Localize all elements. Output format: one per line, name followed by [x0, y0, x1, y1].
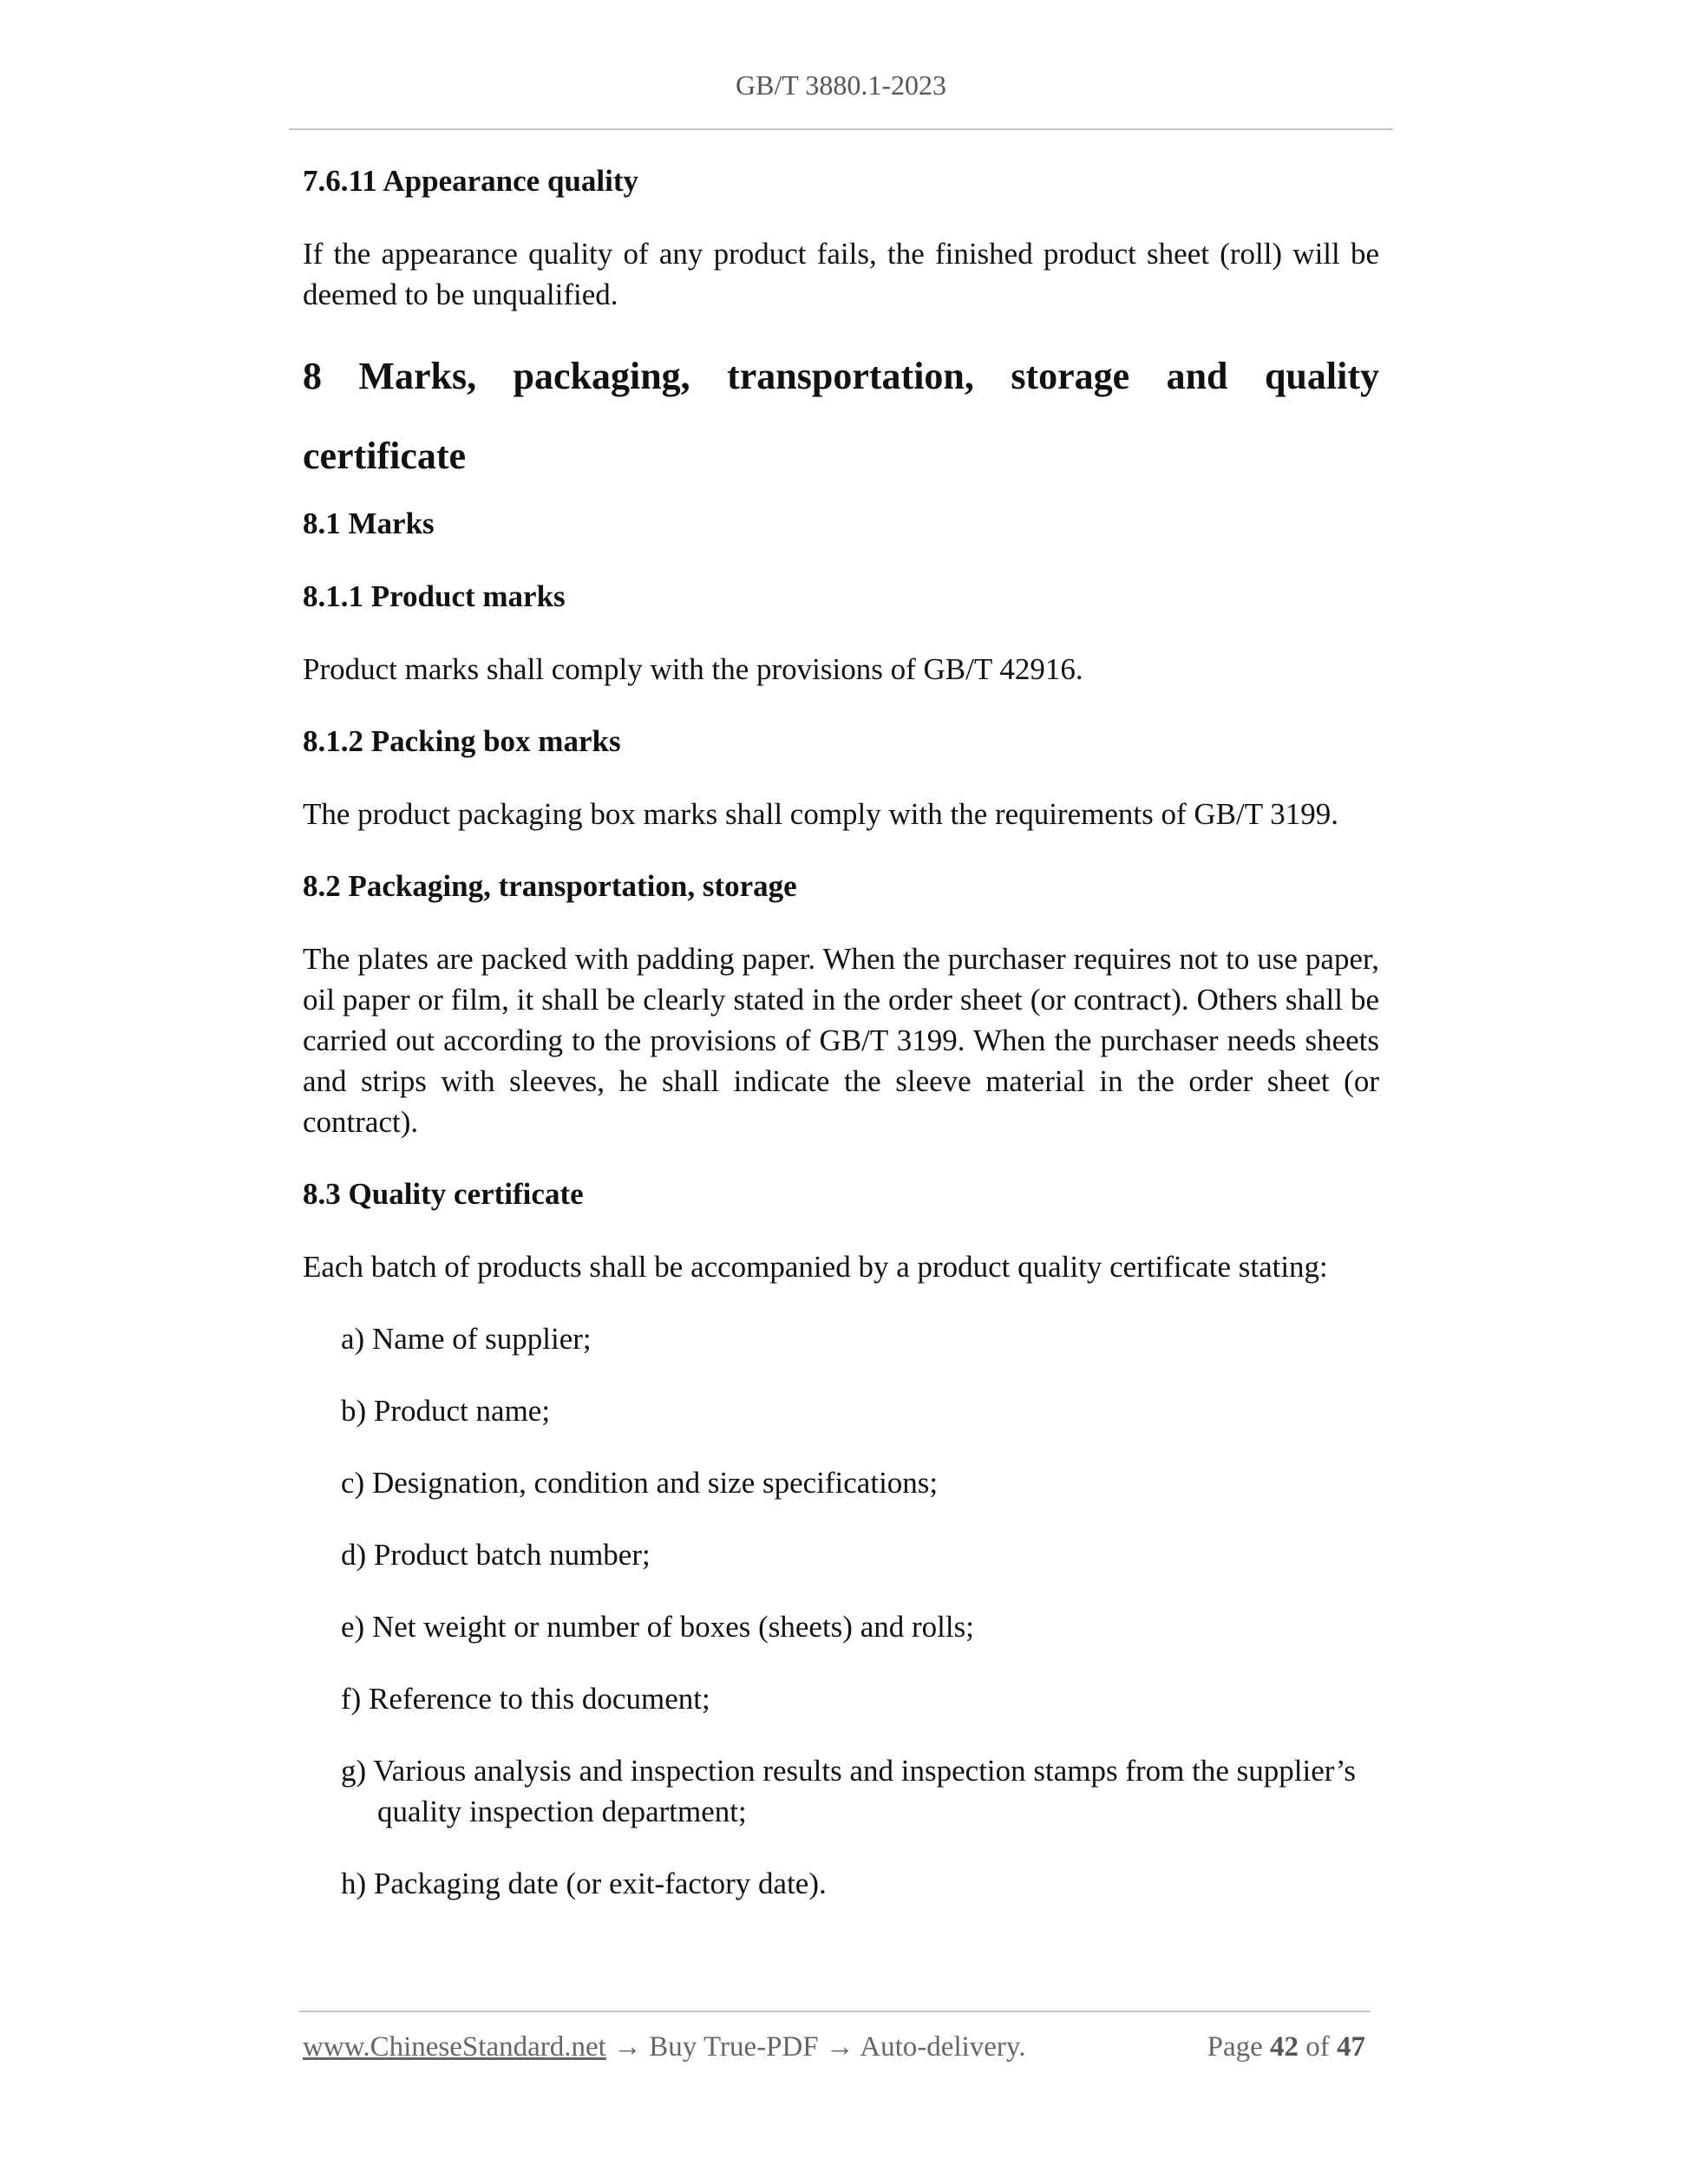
heading-8: 8 Marks, packaging, transportation, storage and quality certificate — [303, 355, 1379, 477]
page-indicator — [1207, 2030, 1365, 2064]
list-item: c) Designation, condition and size specifications; — [341, 1466, 939, 1500]
paragraph-8-1-2: The product packaging box marks shall comply with the requirements of GB/T 3199. — [303, 797, 1338, 831]
heading-8-1-2: 8.1.2 Packing box marks — [303, 724, 621, 758]
header-divider — [289, 128, 1393, 130]
footer-divider — [299, 2011, 1371, 2012]
heading-8-2: 8.2 Packaging, transportation, storage — [303, 869, 797, 903]
certificate-list — [303, 1318, 1379, 1904]
paragraph-8-1-1: Product marks shall comply with the provisions of GB/T 42916. — [303, 652, 1083, 686]
page-number: 42 — [1270, 2031, 1299, 2063]
list-item: h) Packaging date (or exit-factory date). — [341, 1867, 827, 1900]
page-header-doc-id: GB/T 3880.1-2023 — [736, 69, 946, 101]
heading-8-1: 8.1 Marks — [303, 507, 435, 540]
page-label: Page — [1207, 2031, 1263, 2063]
footer-promo-text: → Buy True-PDF → Auto-delivery. — [605, 2031, 1026, 2063]
list-item: e) Net weight or number of boxes (sheets) and rolls; — [341, 1610, 974, 1644]
heading-8-3: 8.3 Quality certificate — [303, 1177, 584, 1211]
list-item: f) Reference to this document; — [341, 1682, 710, 1716]
list-item: g) Various analysis and inspection results and inspection stamps from the supplier’s quality inspection department; — [341, 1754, 1357, 1828]
paragraph-8-3: Each batch of products shall be accompanied by a product quality certificate stating: — [303, 1250, 1328, 1284]
paragraph-7-6-11: If the appearance quality of any product fails, the finished product sheet (roll) will be deemed to be unqualified. — [303, 237, 1379, 311]
heading-7-6-11: 7.6.11 Appearance quality — [303, 164, 638, 198]
footer-promo — [303, 2030, 1026, 2064]
page-total: 47 — [1337, 2031, 1365, 2063]
list-item: b) Product name; — [341, 1394, 551, 1428]
document-body — [303, 160, 1379, 1904]
list-item: a) Name of supplier; — [341, 1322, 592, 1356]
of-label: of — [1305, 2031, 1330, 2063]
paragraph-8-2: The plates are packed with padding paper. When the purchaser requires not to use paper, oil paper or film, it shall be clearly stated in the order sheet (or contract). Others shall be carried out according to the provisions of GB/T 3199. When the purchaser needs sheets and strips with sleeves, he shall indicate the sleeve material in the order sheet (or contract). — [303, 942, 1379, 1139]
website-link[interactable]: www.ChineseStandard.net — [303, 2031, 606, 2063]
list-item: d) Product batch number; — [341, 1538, 651, 1572]
heading-8-1-1: 8.1.1 Product marks — [303, 579, 566, 613]
